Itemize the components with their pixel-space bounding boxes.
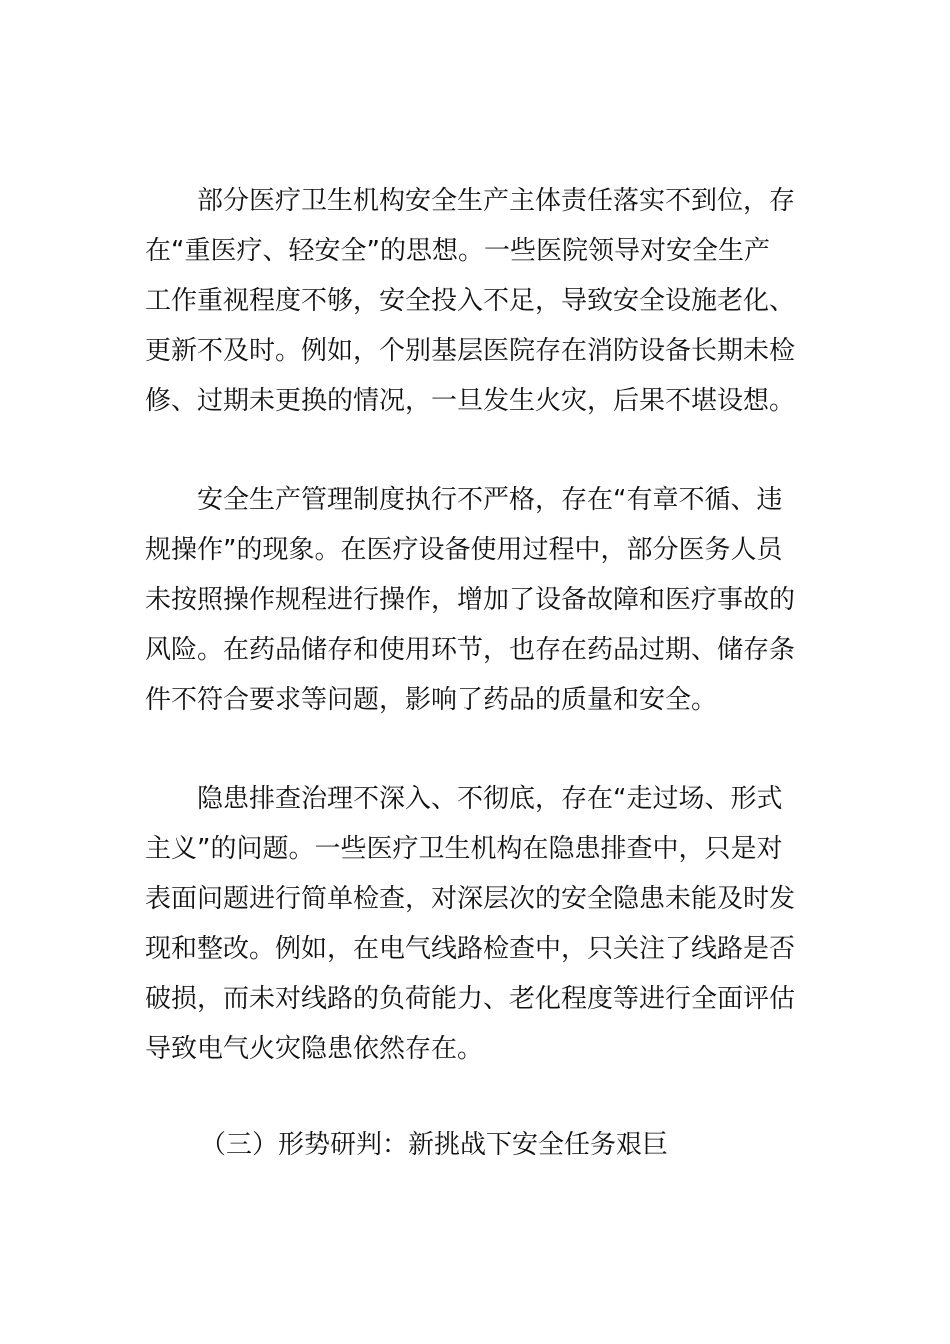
paragraph-line: 规操作”的现象。在医疗设备使用过程中，部分医务人员	[145, 535, 783, 565]
paragraph-line: 安全生产管理制度执行不严格，存在“有章不循、违	[197, 485, 783, 515]
paragraph-line: 部分医疗卫生机构安全生产主体责任落实不到位，存	[197, 186, 796, 216]
paragraph-line: 风险。在药品储存和使用环节，也存在药品过期、储存条	[145, 635, 796, 665]
paragraph-responsibility	[145, 176, 810, 426]
paragraph-line: 表面问题进行简单检查，对深层次的安全隐患未能及时发	[145, 884, 796, 914]
paragraph-line: 在“重医疗、轻安全”的思想。一些医院领导对安全生产	[145, 236, 770, 266]
paragraph-line: 修、过期未更换的情况，一旦发生火灾，后果不堪设想。	[145, 386, 796, 416]
paragraph-line: 未按照操作规程进行操作，增加了设备故障和医疗事故的	[145, 585, 796, 615]
section-heading: （三）形势研判：新挑战下安全任务艰巨	[200, 1130, 669, 1160]
paragraph-line: 隐患排查治理不深入、不彻底，存在“走过场、形式	[197, 784, 783, 814]
paragraph-line: 工作重视程度不够，安全投入不足，导致安全设施老化、	[145, 286, 796, 316]
paragraph-line: 导致电气火灾隐患依然存在。	[145, 1034, 484, 1064]
paragraph-line: 更新不及时。例如，个别基层医院存在消防设备长期未检	[145, 336, 796, 366]
paragraph-line: 主义”的问题。一些医疗卫生机构在隐患排查中，只是对	[145, 834, 783, 864]
paragraph-line: 破损，而未对线路的负荷能力、老化程度等进行全面评估	[145, 984, 796, 1014]
paragraph-hazard-inspection	[145, 774, 810, 1074]
paragraph-line: 现和整改。例如，在电气线路检查中，只关注了线路是否	[145, 934, 796, 964]
paragraph-line: 件不符合要求等问题，影响了药品的质量和安全。	[145, 685, 718, 715]
paragraph-management-system	[145, 475, 810, 725]
